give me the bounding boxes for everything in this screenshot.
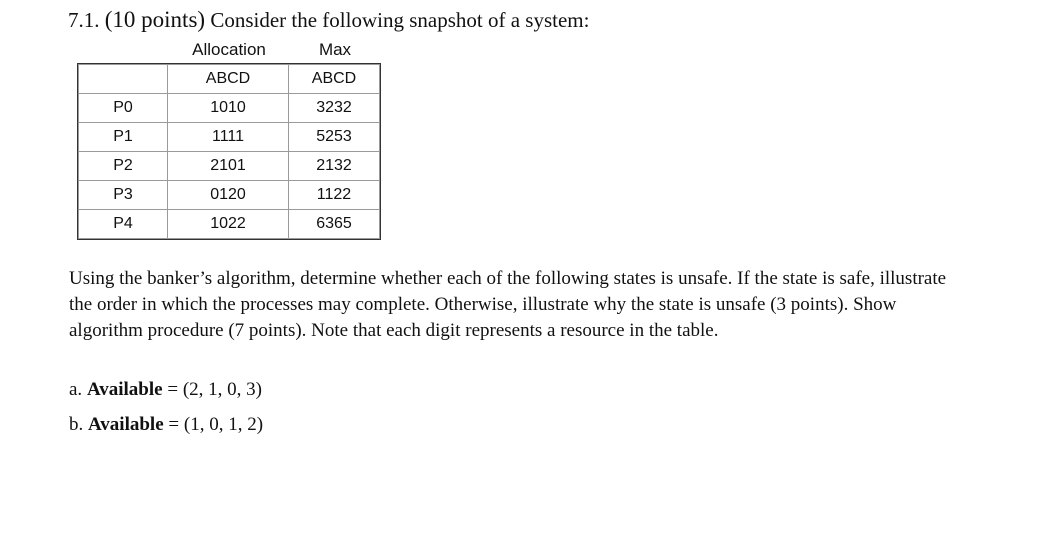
question-number: 7.1. (68, 8, 100, 32)
max-cell: 3232 (289, 94, 380, 123)
case-equals: = (168, 414, 180, 435)
table-row (79, 152, 380, 181)
process-cell: P1 (79, 123, 168, 152)
case-label: Available (86, 379, 163, 400)
table-cell (79, 65, 168, 94)
table-row (79, 181, 380, 210)
case-value: (2, 1, 0, 3) (182, 379, 262, 400)
allocation-cell: 0120 (168, 181, 289, 210)
case-equals: = (167, 379, 179, 400)
table-row (79, 94, 380, 123)
instructions-paragraph: Using the banker’s algorithm, determine whether each of the following states is unsafe. If the state is safe, illustrate the order in which the processes may complete. Otherwise, illustrate why the state is unsafe (3 points). Show algorithm procedure (7 points). Note that each digit represents a resource in the table. (69, 268, 947, 341)
max-header: Max (318, 40, 352, 59)
case-prefix: a. (69, 379, 83, 400)
allocation-cell: 1111 (168, 123, 289, 152)
allocation-header: Allocation (192, 40, 266, 59)
allocation-cell: 2101 (168, 152, 289, 181)
case-b (69, 414, 263, 436)
question-prompt: Consider the following snapshot of a system: (210, 8, 590, 32)
table-row (79, 210, 380, 239)
case-value: (1, 0, 1, 2) (183, 414, 264, 435)
case-prefix: b. (69, 414, 84, 435)
question-heading (68, 7, 589, 33)
max-cell: 6365 (289, 210, 380, 239)
process-cell: P4 (79, 210, 168, 239)
process-cell: P2 (79, 152, 168, 181)
allocation-cell: 1010 (168, 94, 289, 123)
case-a (69, 379, 262, 401)
max-cell: 1122 (289, 181, 380, 210)
table-header-row (79, 65, 380, 94)
table-cell: ABCD (289, 65, 380, 94)
question-points: (10 points) (104, 7, 206, 32)
max-cell: 5253 (289, 123, 380, 152)
allocation-cell: 1022 (168, 210, 289, 239)
process-cell: P0 (79, 94, 168, 123)
table-row (79, 123, 380, 152)
max-cell: 2132 (289, 152, 380, 181)
process-cell: P3 (79, 181, 168, 210)
table-cell: ABCD (168, 65, 289, 94)
snapshot-table (78, 64, 380, 239)
case-label: Available (88, 414, 164, 435)
